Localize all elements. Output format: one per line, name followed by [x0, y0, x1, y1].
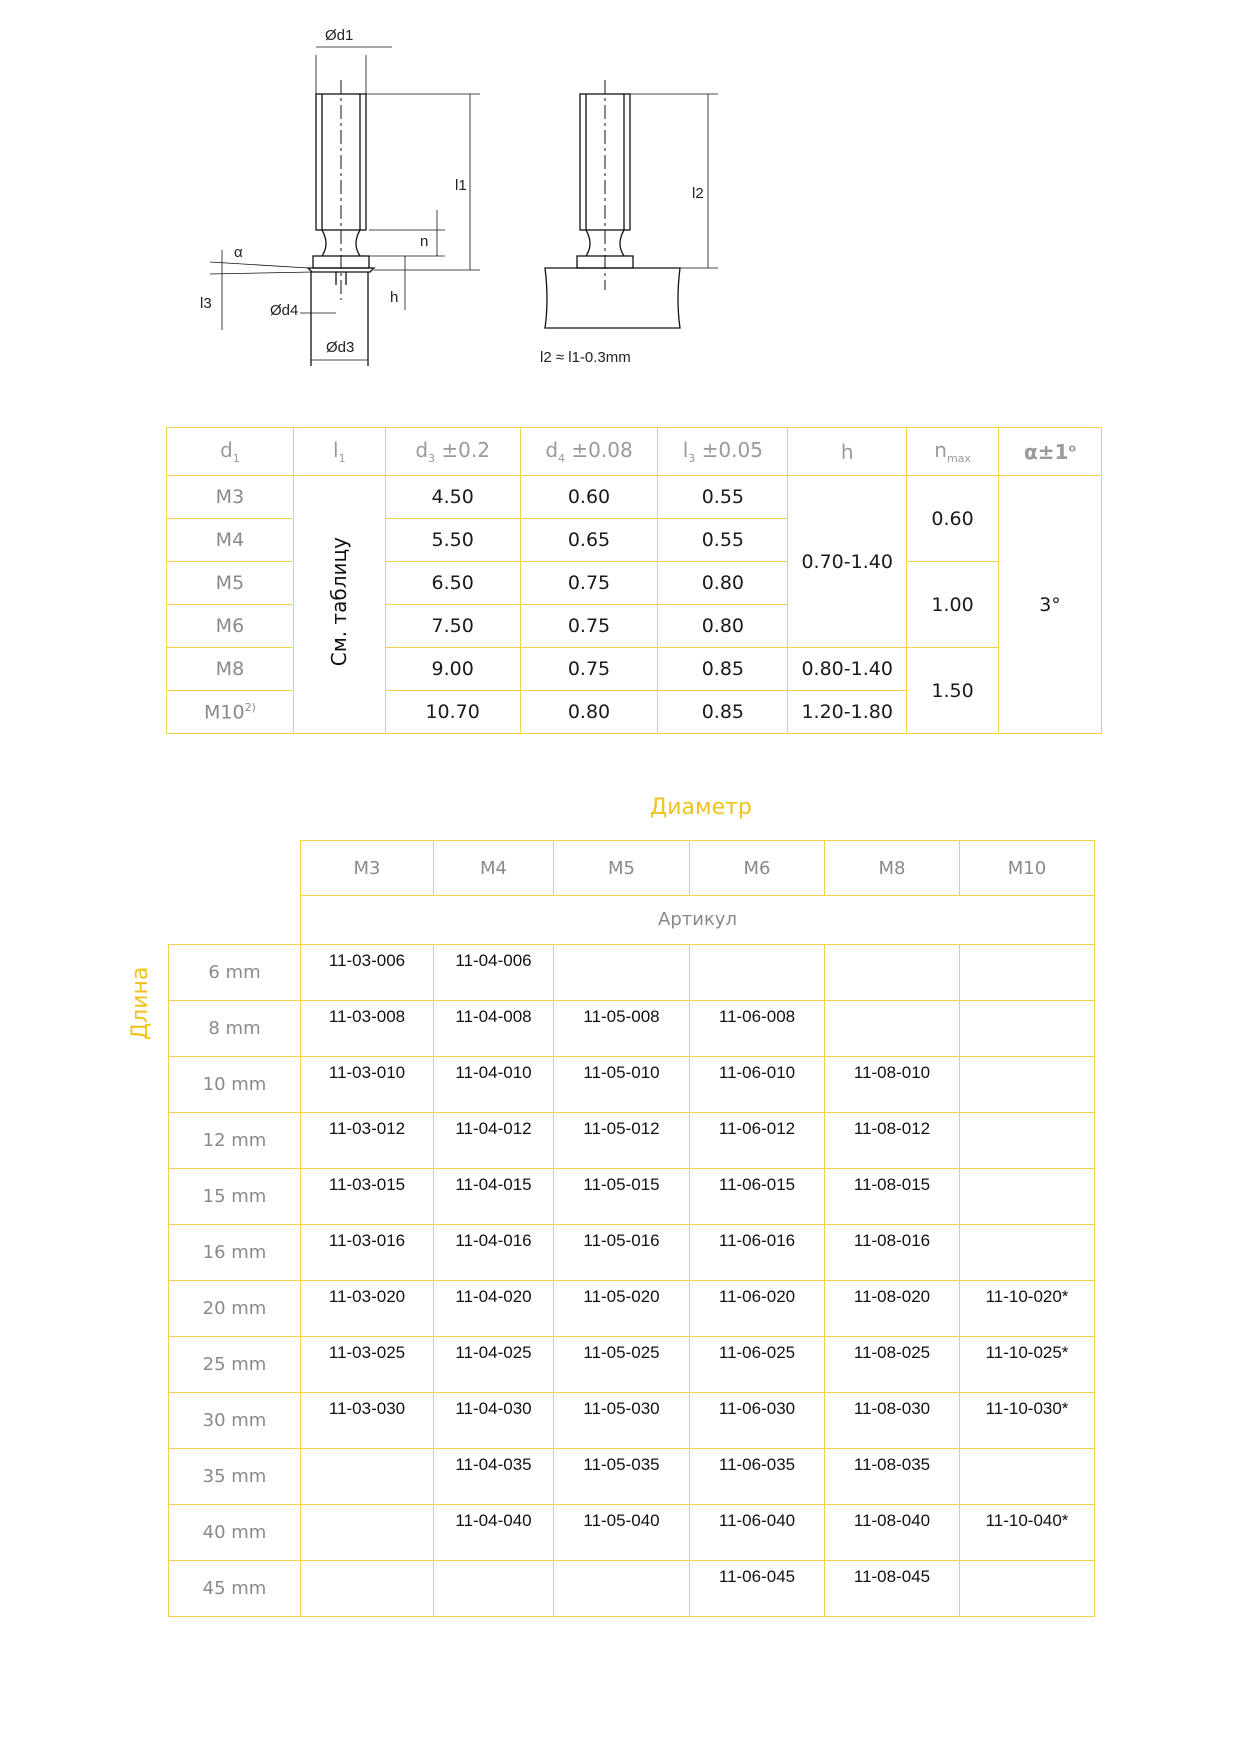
table-row — [169, 1280, 1095, 1336]
article-cell: 11-03-010 — [301, 1056, 434, 1112]
article-cell: 11-10-025* — [960, 1336, 1095, 1392]
empty-corner — [169, 896, 301, 945]
nmax-cell: 0.60 — [907, 476, 999, 562]
table-row — [169, 1000, 1095, 1056]
article-cell: 11-05-030 — [554, 1392, 690, 1448]
article-cell: 11-06-035 — [690, 1448, 825, 1504]
article-cell: 11-03-025 — [301, 1336, 434, 1392]
article-cell: 11-04-006 — [434, 944, 554, 1000]
article-cell — [434, 1560, 554, 1616]
article-cell: 11-05-012 — [554, 1112, 690, 1168]
nmax-cell: 1.50 — [907, 648, 999, 734]
article-cell — [301, 1560, 434, 1616]
table-row — [169, 1168, 1095, 1224]
article-cell — [825, 944, 960, 1000]
article-cell — [301, 1504, 434, 1560]
article-cell: 11-06-012 — [690, 1112, 825, 1168]
d4-cell: 0.80 — [520, 691, 658, 734]
l3-cell: 0.80 — [658, 562, 788, 605]
article-cell: 11-08-010 — [825, 1056, 960, 1112]
article-cell: 11-08-015 — [825, 1168, 960, 1224]
technical-drawing — [0, 0, 1241, 420]
article-cell: 11-03-006 — [301, 944, 434, 1000]
spec-header-row — [167, 428, 1102, 476]
article-cell: 11-05-008 — [554, 1000, 690, 1056]
l1-note: См. таблицу — [327, 537, 352, 667]
article-cell: 11-04-016 — [434, 1224, 554, 1280]
spec-table — [166, 427, 1102, 734]
l3-cell: 0.55 — [658, 476, 788, 519]
article-cell: 11-04-025 — [434, 1336, 554, 1392]
article-cell: 11-06-010 — [690, 1056, 825, 1112]
l3-cell: 0.55 — [658, 519, 788, 562]
article-cell — [825, 1000, 960, 1056]
h-cell: 1.20-1.80 — [788, 691, 907, 734]
diameter-header: M4 — [434, 841, 554, 896]
length-cell: 8 mm — [169, 1000, 301, 1056]
article-cell: 11-06-020 — [690, 1280, 825, 1336]
d1-cell: M3 — [167, 476, 294, 519]
article-cell — [301, 1448, 434, 1504]
length-cell: 20 mm — [169, 1280, 301, 1336]
col-header-d4: $d_4 \pm 0.08$ — [520, 428, 658, 476]
label-l3: l3 — [200, 295, 212, 312]
table-row — [169, 1504, 1095, 1560]
d4-cell: 0.65 — [520, 519, 658, 562]
l3-cell: 0.85 — [658, 648, 788, 691]
d4-cell: 0.75 — [520, 648, 658, 691]
subheader-row — [169, 896, 1095, 945]
table-row — [169, 1392, 1095, 1448]
article-cell: 11-08-040 — [825, 1504, 960, 1560]
d3-cell: 9.00 — [385, 648, 520, 691]
nmax-cell: 1.00 — [907, 562, 999, 648]
article-cell — [960, 1448, 1095, 1504]
label-alpha: α — [234, 244, 243, 261]
d4-cell: 0.75 — [520, 605, 658, 648]
article-cell: 11-04-012 — [434, 1112, 554, 1168]
col-header-h: h — [788, 428, 907, 476]
col-header-d3: $d_3 \pm 0.2$ — [385, 428, 520, 476]
length-cell: 15 mm — [169, 1168, 301, 1224]
article-cell: 11-10-040* — [960, 1504, 1095, 1560]
article-cell: 11-10-020* — [960, 1280, 1095, 1336]
d3-cell: 6.50 — [385, 562, 520, 605]
alpha-cell: 3° — [999, 476, 1102, 734]
d1-cell: M10$^{2)}$ — [167, 691, 294, 734]
table-row — [169, 1112, 1095, 1168]
article-cell: 11-08-012 — [825, 1112, 960, 1168]
article-cell: 11-05-035 — [554, 1448, 690, 1504]
article-cell: 11-04-008 — [434, 1000, 554, 1056]
d3-cell: 5.50 — [385, 519, 520, 562]
article-cell: 11-04-010 — [434, 1056, 554, 1112]
diameter-title: Диаметр — [650, 795, 752, 820]
formula-l2: l2 ≈ l1-0.3mm — [540, 349, 631, 366]
label-l2: l2 — [692, 185, 704, 202]
article-cell: 11-06-030 — [690, 1392, 825, 1448]
d1-cell: M5 — [167, 562, 294, 605]
article-cell: 11-06-008 — [690, 1000, 825, 1056]
article-subheader: Артикул — [301, 896, 1095, 945]
col-header-alpha: $\alpha\pm 1^o$ — [999, 428, 1102, 476]
diameter-header: M8 — [825, 841, 960, 896]
article-cell: 11-03-008 — [301, 1000, 434, 1056]
diameter-header-row — [169, 841, 1095, 896]
diameter-header: M5 — [554, 841, 690, 896]
article-cell: 11-05-016 — [554, 1224, 690, 1280]
article-cell: 11-06-016 — [690, 1224, 825, 1280]
diameter-header: M6 — [690, 841, 825, 896]
d4-cell: 0.75 — [520, 562, 658, 605]
article-cell: 11-03-016 — [301, 1224, 434, 1280]
article-cell: 11-06-015 — [690, 1168, 825, 1224]
length-cell: 12 mm — [169, 1112, 301, 1168]
col-header-l1: $l_1$ — [293, 428, 385, 476]
length-cell: 6 mm — [169, 944, 301, 1000]
article-cell — [960, 1112, 1095, 1168]
article-cell — [960, 1000, 1095, 1056]
article-cell: 11-05-025 — [554, 1336, 690, 1392]
article-cell — [960, 1056, 1095, 1112]
article-cell: 11-05-015 — [554, 1168, 690, 1224]
d3-cell: 7.50 — [385, 605, 520, 648]
article-cell: 11-08-016 — [825, 1224, 960, 1280]
h-cell: 0.80-1.40 — [788, 648, 907, 691]
spec-row — [167, 476, 1102, 519]
article-cell: 11-08-045 — [825, 1560, 960, 1616]
d1-cell: M6 — [167, 605, 294, 648]
article-cell: 11-08-035 — [825, 1448, 960, 1504]
article-cell: 11-04-015 — [434, 1168, 554, 1224]
table-row — [169, 1448, 1095, 1504]
article-cell — [960, 944, 1095, 1000]
label-l1: l1 — [455, 177, 467, 194]
length-cell: 25 mm — [169, 1336, 301, 1392]
length-cell: 45 mm — [169, 1560, 301, 1616]
table-row — [169, 1224, 1095, 1280]
article-cell: 11-04-040 — [434, 1504, 554, 1560]
article-cell: 11-03-012 — [301, 1112, 434, 1168]
col-header-nmax: $n_{max}$ — [907, 428, 999, 476]
length-cell: 35 mm — [169, 1448, 301, 1504]
d3-cell: 10.70 — [385, 691, 520, 734]
length-cell: 16 mm — [169, 1224, 301, 1280]
label-d3: Ød3 — [326, 339, 355, 356]
table-row — [169, 1560, 1095, 1616]
h-cell: 0.70-1.40 — [788, 476, 907, 648]
length-cell: 40 mm — [169, 1504, 301, 1560]
article-cell: 11-04-030 — [434, 1392, 554, 1448]
article-cell: 11-08-030 — [825, 1392, 960, 1448]
l1-note-cell — [293, 476, 385, 734]
table-row — [169, 1336, 1095, 1392]
article-cell: 11-06-040 — [690, 1504, 825, 1560]
col-header-d1: $d_1$ — [167, 428, 294, 476]
l3-cell: 0.80 — [658, 605, 788, 648]
article-cell: 11-08-020 — [825, 1280, 960, 1336]
article-cell: 11-03-015 — [301, 1168, 434, 1224]
diameter-header: M3 — [301, 841, 434, 896]
article-table — [168, 840, 1095, 1617]
length-cell: 10 mm — [169, 1056, 301, 1112]
article-cell — [960, 1224, 1095, 1280]
article-cell — [960, 1560, 1095, 1616]
label-h: h — [390, 289, 399, 306]
table-row — [169, 944, 1095, 1000]
label-d1: Ød1 — [325, 27, 354, 44]
article-cell: 11-03-030 — [301, 1392, 434, 1448]
article-cell — [960, 1168, 1095, 1224]
d1-cell: M4 — [167, 519, 294, 562]
d3-cell: 4.50 — [385, 476, 520, 519]
article-cell — [554, 1560, 690, 1616]
empty-corner — [169, 841, 301, 896]
article-cell: 11-04-020 — [434, 1280, 554, 1336]
article-cell: 11-06-045 — [690, 1560, 825, 1616]
l3-cell: 0.85 — [658, 691, 788, 734]
article-cell: 11-10-030* — [960, 1392, 1095, 1448]
article-cell: 11-03-020 — [301, 1280, 434, 1336]
article-cell: 11-08-025 — [825, 1336, 960, 1392]
article-cell — [554, 944, 690, 1000]
label-n: n — [420, 233, 429, 250]
article-cell: 11-04-035 — [434, 1448, 554, 1504]
article-cell — [690, 944, 825, 1000]
label-d4: Ød4 — [270, 302, 299, 319]
table-row — [169, 1056, 1095, 1112]
article-cell: 11-05-040 — [554, 1504, 690, 1560]
length-title: Длина — [128, 966, 153, 1040]
d1-cell: M8 — [167, 648, 294, 691]
article-cell: 11-05-010 — [554, 1056, 690, 1112]
article-cell: 11-06-025 — [690, 1336, 825, 1392]
length-cell: 30 mm — [169, 1392, 301, 1448]
d4-cell: 0.60 — [520, 476, 658, 519]
article-cell: 11-05-020 — [554, 1280, 690, 1336]
col-header-l3: $l_3 \pm 0.05$ — [658, 428, 788, 476]
diameter-header: M10 — [960, 841, 1095, 896]
